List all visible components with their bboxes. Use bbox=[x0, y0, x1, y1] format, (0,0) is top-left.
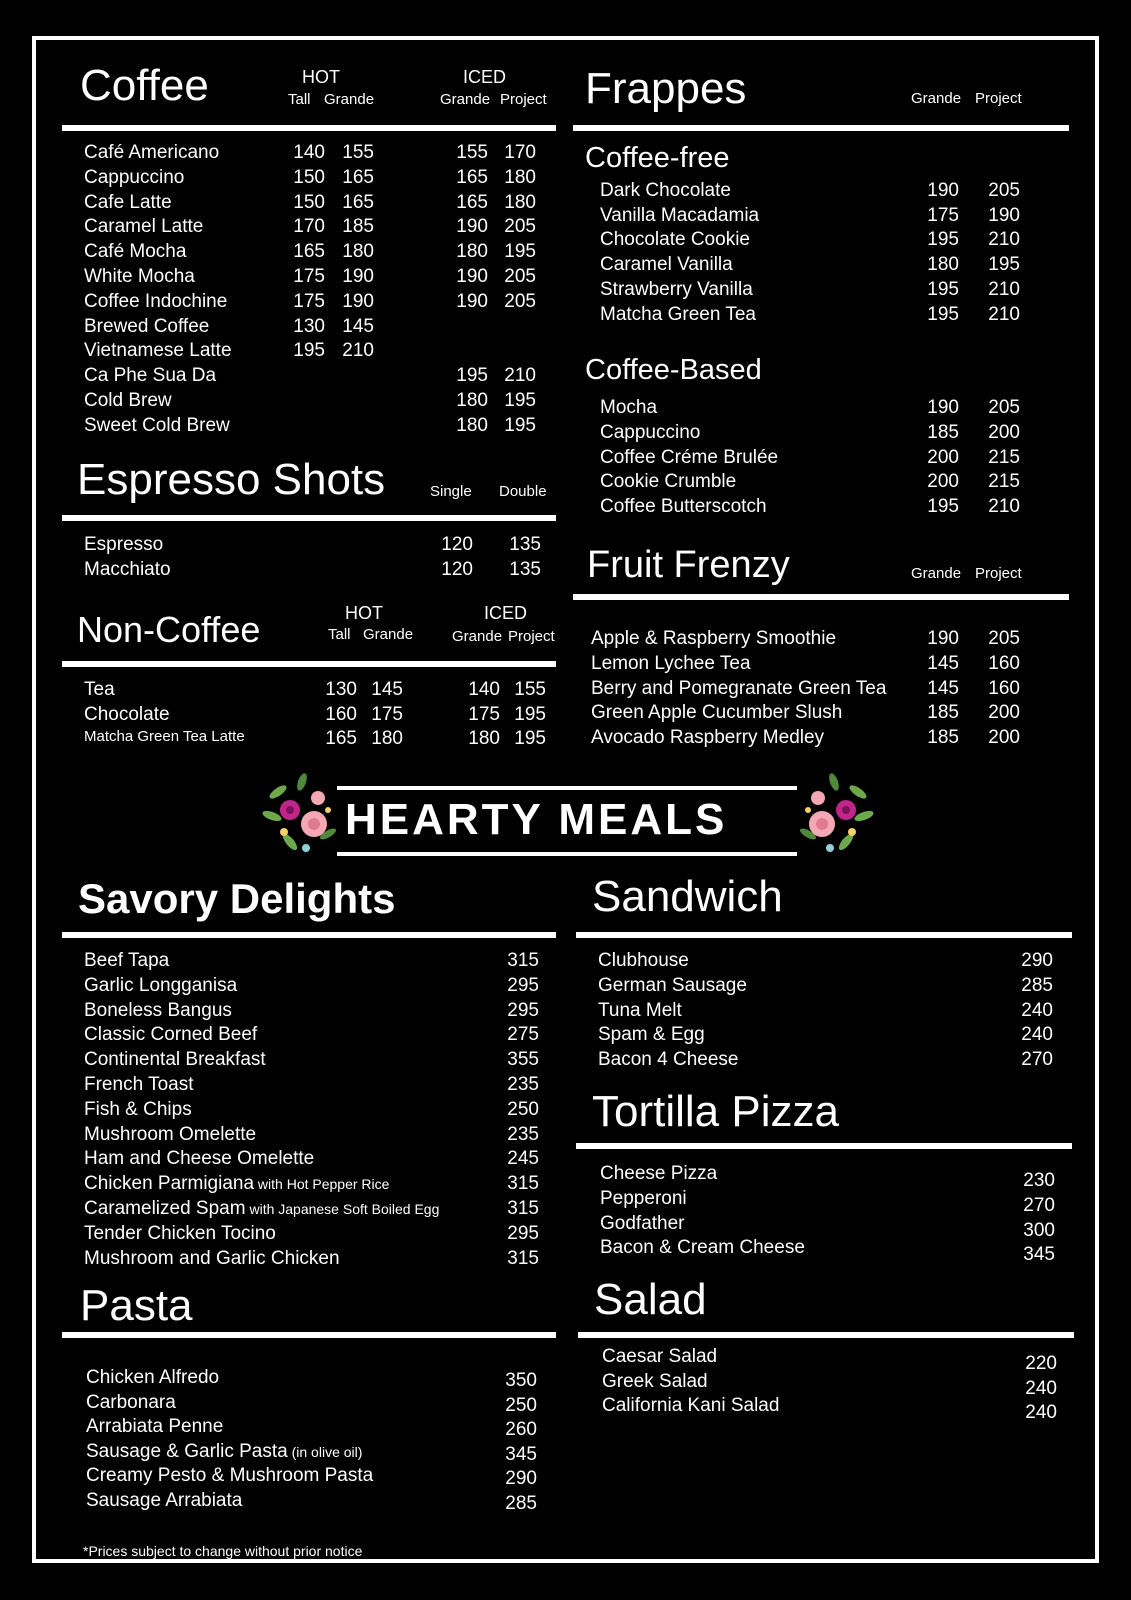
item-name: Cheese Pizza bbox=[600, 1163, 718, 1184]
item-price: 180 bbox=[342, 241, 374, 263]
item-price: 235 bbox=[507, 1074, 539, 1095]
item-price: 170 bbox=[504, 142, 536, 163]
item-name: Sausage & Garlic Pasta (in olive oil) bbox=[86, 1440, 363, 1462]
item-price: 155 bbox=[342, 142, 374, 163]
noncoffee-col-grande-hot: Grande bbox=[363, 626, 414, 643]
item-price: 155 bbox=[456, 142, 488, 163]
item-price: 200 bbox=[988, 421, 1020, 443]
item-price: 190 bbox=[927, 180, 959, 201]
item-price: 295 bbox=[507, 1222, 539, 1244]
item-price: 200 bbox=[988, 702, 1020, 724]
item-name: Continental Breakfast bbox=[84, 1049, 266, 1071]
item-name: Chocolate bbox=[84, 703, 170, 725]
item-price: 155 bbox=[514, 679, 546, 700]
item-price: 130 bbox=[325, 679, 357, 700]
item-price: 145 bbox=[927, 652, 959, 674]
coffee-col-project: Project bbox=[500, 91, 547, 108]
sandwich-title: Sandwich bbox=[592, 872, 783, 921]
item-name: Dark Chocolate bbox=[600, 180, 731, 201]
item-price: 205 bbox=[988, 628, 1020, 649]
item-price: 195 bbox=[927, 278, 959, 300]
item-price: 175 bbox=[371, 703, 403, 725]
item-name: Carbonara bbox=[86, 1391, 176, 1413]
item-name: Greek Salad bbox=[602, 1370, 708, 1392]
banner-rule-bottom bbox=[337, 852, 797, 856]
frappes-col-project: Project bbox=[975, 90, 1022, 107]
item-price: 285 bbox=[505, 1492, 537, 1514]
item-price: 190 bbox=[927, 628, 959, 649]
item-name: Chicken Parmigiana with Hot Pepper Rice bbox=[84, 1173, 390, 1195]
item-price: 210 bbox=[988, 278, 1020, 300]
item-price: 195 bbox=[504, 241, 536, 263]
item-price: 135 bbox=[509, 534, 541, 555]
item-name: White Mocha bbox=[84, 266, 195, 287]
item-price: 195 bbox=[927, 496, 959, 518]
item-price: 165 bbox=[342, 166, 374, 188]
item-name: Sausage Arrabiata bbox=[86, 1489, 243, 1511]
fruit-title: Fruit Frenzy bbox=[587, 544, 790, 586]
item-price: 145 bbox=[927, 677, 959, 699]
item-price: 195 bbox=[988, 254, 1020, 276]
item-price: 180 bbox=[456, 390, 488, 411]
item-note: (in olive oil) bbox=[287, 1443, 363, 1460]
item-price: 140 bbox=[293, 142, 325, 163]
pasta-rule bbox=[62, 1332, 556, 1338]
item-price: 160 bbox=[988, 652, 1020, 674]
item-price: 165 bbox=[325, 728, 357, 749]
noncoffee-title: Non-Coffee bbox=[77, 609, 261, 650]
item-name: Tea bbox=[84, 679, 115, 700]
item-price: 195 bbox=[293, 340, 325, 362]
frappes-rule bbox=[573, 125, 1069, 131]
item-name: Green Apple Cucumber Slush bbox=[591, 702, 843, 724]
item-price: 300 bbox=[1023, 1219, 1055, 1241]
pizza-title: Tortilla Pizza bbox=[592, 1087, 839, 1136]
item-price: 185 bbox=[342, 216, 374, 238]
item-name: Boneless Bangus bbox=[84, 999, 232, 1021]
item-name: German Sausage bbox=[598, 974, 747, 996]
item-note: with Japanese Soft Boiled Egg bbox=[245, 1201, 440, 1217]
item-price: 180 bbox=[927, 254, 959, 276]
item-price: 290 bbox=[505, 1468, 537, 1489]
savory-rule bbox=[62, 932, 556, 938]
item-price: 285 bbox=[1021, 974, 1053, 996]
item-price: 145 bbox=[371, 679, 403, 700]
item-price: 210 bbox=[988, 229, 1020, 251]
item-price: 295 bbox=[507, 974, 539, 996]
item-price: 205 bbox=[504, 216, 536, 238]
item-price: 175 bbox=[927, 204, 959, 226]
item-price: 270 bbox=[1021, 1049, 1053, 1071]
item-name: Tender Chicken Tocino bbox=[84, 1222, 276, 1244]
salad-rule bbox=[578, 1332, 1074, 1338]
item-name: Pepperoni bbox=[600, 1187, 687, 1209]
noncoffee-col-project: Project bbox=[508, 628, 555, 645]
coffee-hot-label: HOT bbox=[302, 67, 340, 87]
sandwich-rule bbox=[576, 932, 1072, 938]
item-price: 245 bbox=[507, 1148, 539, 1170]
item-price: 185 bbox=[927, 702, 959, 724]
item-price: 195 bbox=[456, 365, 488, 387]
item-name: Ca Phe Sua Da bbox=[84, 365, 217, 387]
item-price: 235 bbox=[507, 1123, 539, 1145]
item-price: 240 bbox=[1021, 999, 1053, 1021]
item-price: 200 bbox=[927, 446, 959, 468]
coffee-iced-label: ICED bbox=[463, 67, 507, 87]
item-price: 220 bbox=[1025, 1353, 1057, 1374]
item-name: Sweet Cold Brew bbox=[84, 414, 230, 436]
item-name: Godfather bbox=[600, 1212, 685, 1234]
item-name: Matcha Green Tea Latte bbox=[84, 728, 245, 745]
item-name: Ham and Cheese Omelette bbox=[84, 1148, 315, 1170]
item-name: Caesar Salad bbox=[602, 1346, 718, 1367]
item-price: 120 bbox=[441, 558, 473, 580]
item-price: 150 bbox=[293, 166, 325, 188]
coffee-rule bbox=[62, 125, 556, 131]
noncoffee-hot-label: HOT bbox=[345, 603, 383, 623]
item-name: Coffee Indochine bbox=[84, 290, 228, 312]
item-price: 180 bbox=[371, 728, 403, 749]
item-name: Bacon & Cream Cheese bbox=[600, 1237, 805, 1259]
item-name: Beef Tapa bbox=[84, 950, 170, 971]
item-price: 160 bbox=[325, 703, 357, 725]
item-name: Cookie Crumble bbox=[600, 471, 737, 493]
item-price: 165 bbox=[456, 191, 488, 213]
salad-title: Salad bbox=[594, 1275, 707, 1324]
item-price: 180 bbox=[504, 191, 536, 213]
espresso-rule bbox=[62, 515, 556, 521]
item-price: 200 bbox=[927, 471, 959, 493]
item-price: 190 bbox=[456, 216, 488, 238]
item-name: Caramel Vanilla bbox=[600, 254, 733, 276]
espresso-title: Espresso Shots bbox=[77, 455, 386, 504]
item-name: Tuna Melt bbox=[598, 999, 682, 1021]
item-price: 205 bbox=[504, 290, 536, 312]
item-price: 185 bbox=[927, 727, 959, 749]
item-name: Matcha Green Tea bbox=[600, 303, 756, 325]
item-price: 120 bbox=[441, 534, 473, 555]
item-price: 165 bbox=[456, 166, 488, 188]
item-price: 270 bbox=[1023, 1194, 1055, 1216]
coffee-col-grande-iced: Grande bbox=[440, 91, 491, 108]
item-price: 250 bbox=[507, 1098, 539, 1120]
item-price: 215 bbox=[988, 446, 1020, 468]
item-name: Cappuccino bbox=[600, 421, 701, 443]
item-price: 190 bbox=[988, 204, 1020, 226]
item-price: 210 bbox=[504, 365, 536, 387]
item-name: Classic Corned Beef bbox=[84, 1024, 258, 1046]
item-name: Coffee Butterscotch bbox=[600, 496, 767, 518]
frappes-col-grande: Grande bbox=[911, 90, 962, 107]
item-name: Brewed Coffee bbox=[84, 315, 210, 337]
item-price: 240 bbox=[1021, 1024, 1053, 1046]
item-price: 240 bbox=[1025, 1402, 1057, 1423]
item-note: with Hot Pepper Rice bbox=[254, 1176, 390, 1193]
item-name: Strawberry Vanilla bbox=[600, 278, 753, 300]
item-price: 160 bbox=[988, 677, 1020, 699]
item-name: Apple & Raspberry Smoothie bbox=[591, 628, 837, 649]
item-name: Caramel Latte bbox=[84, 216, 204, 238]
coffee-title: Coffee bbox=[80, 61, 209, 110]
item-price: 195 bbox=[514, 703, 546, 725]
item-price: 190 bbox=[456, 266, 488, 287]
item-price: 315 bbox=[507, 950, 539, 971]
item-price: 190 bbox=[456, 290, 488, 312]
item-price: 215 bbox=[988, 471, 1020, 493]
item-price: 205 bbox=[988, 180, 1020, 201]
item-price: 350 bbox=[505, 1370, 537, 1391]
item-price: 195 bbox=[514, 728, 546, 749]
item-price: 190 bbox=[342, 290, 374, 312]
item-name: Cold Brew bbox=[84, 390, 172, 411]
item-price: 165 bbox=[293, 241, 325, 263]
item-price: 345 bbox=[505, 1443, 537, 1465]
espresso-col-double: Double bbox=[499, 483, 547, 500]
item-price: 230 bbox=[1023, 1170, 1055, 1191]
item-price: 250 bbox=[505, 1394, 537, 1416]
item-price: 175 bbox=[468, 703, 500, 725]
pizza-rule bbox=[576, 1143, 1072, 1149]
item-name: Coffee Créme Brulée bbox=[600, 446, 779, 468]
item-name: Avocado Raspberry Medley bbox=[591, 727, 825, 749]
item-name: Mushroom Omelette bbox=[84, 1123, 257, 1145]
item-name: Caramelized Spam with Japanese Soft Boiled Egg bbox=[84, 1198, 440, 1219]
item-price: 275 bbox=[507, 1024, 539, 1046]
item-price: 175 bbox=[293, 266, 325, 287]
item-price: 195 bbox=[504, 390, 536, 411]
item-name: Café Mocha bbox=[84, 241, 187, 263]
item-name: Cappuccino bbox=[84, 166, 185, 188]
item-price: 180 bbox=[456, 414, 488, 436]
item-price: 260 bbox=[505, 1419, 537, 1440]
item-name: Macchiato bbox=[84, 558, 171, 580]
item-price: 295 bbox=[507, 999, 539, 1021]
item-price: 355 bbox=[507, 1049, 539, 1071]
item-name: Chicken Alfredo bbox=[86, 1367, 220, 1388]
item-price: 165 bbox=[342, 191, 374, 213]
item-price: 290 bbox=[1021, 950, 1053, 971]
banner-title: HEARTY MEALS bbox=[345, 795, 728, 844]
flower-left-icon bbox=[262, 772, 342, 860]
noncoffee-rule bbox=[62, 661, 556, 667]
espresso-col-single: Single bbox=[430, 483, 472, 500]
item-price: 150 bbox=[293, 191, 325, 213]
item-price: 145 bbox=[342, 315, 374, 337]
item-name: Chocolate Cookie bbox=[600, 229, 750, 251]
item-price: 210 bbox=[988, 496, 1020, 518]
item-price: 315 bbox=[507, 1247, 539, 1269]
savory-title: Savory Delights bbox=[78, 875, 396, 922]
frappes-title: Frappes bbox=[585, 64, 747, 113]
item-name: Garlic Longganisa bbox=[84, 974, 238, 996]
item-name: Clubhouse bbox=[598, 950, 689, 971]
item-name: Fish & Chips bbox=[84, 1098, 192, 1120]
item-price: 200 bbox=[988, 727, 1020, 749]
item-price: 315 bbox=[507, 1198, 539, 1219]
pasta-title: Pasta bbox=[80, 1281, 193, 1330]
item-price: 210 bbox=[342, 340, 374, 362]
item-name: Vietnamese Latte bbox=[84, 340, 232, 362]
item-price: 185 bbox=[927, 421, 959, 443]
item-price: 180 bbox=[504, 166, 536, 188]
item-price: 180 bbox=[456, 241, 488, 263]
fruit-rule bbox=[573, 594, 1069, 600]
flower-right-icon bbox=[794, 772, 874, 860]
item-name: Mushroom and Garlic Chicken bbox=[84, 1247, 340, 1269]
noncoffee-col-tall: Tall bbox=[328, 626, 351, 643]
item-name: Arrabiata Penne bbox=[86, 1416, 224, 1437]
coffee-based-title: Coffee-Based bbox=[585, 354, 762, 386]
coffee-col-tall: Tall bbox=[288, 91, 311, 108]
item-price: 315 bbox=[507, 1173, 539, 1195]
item-name: Café Americano bbox=[84, 142, 220, 163]
footnote: *Prices subject to change without prior notice bbox=[83, 1543, 363, 1559]
item-price: 210 bbox=[988, 303, 1020, 325]
item-price: 205 bbox=[504, 266, 536, 287]
item-price: 135 bbox=[509, 558, 541, 580]
item-price: 190 bbox=[927, 397, 959, 418]
item-name: Lemon Lychee Tea bbox=[591, 652, 751, 674]
item-price: 195 bbox=[927, 303, 959, 325]
item-name: French Toast bbox=[84, 1074, 194, 1095]
item-price: 175 bbox=[293, 290, 325, 312]
item-name: Vanilla Macadamia bbox=[600, 204, 760, 226]
noncoffee-col-grande-iced: Grande bbox=[452, 628, 503, 645]
noncoffee-iced-label: ICED bbox=[484, 603, 528, 623]
item-price: 130 bbox=[293, 315, 325, 337]
item-price: 190 bbox=[342, 266, 374, 287]
item-price: 195 bbox=[504, 414, 536, 436]
item-price: 170 bbox=[293, 216, 325, 238]
item-name: California Kani Salad bbox=[602, 1395, 780, 1416]
banner-rule-top bbox=[337, 786, 797, 790]
item-price: 195 bbox=[927, 229, 959, 251]
item-name: Espresso bbox=[84, 534, 164, 555]
fruit-col-grande: Grande bbox=[911, 565, 962, 582]
item-price: 180 bbox=[468, 728, 500, 749]
item-name: Cafe Latte bbox=[84, 191, 172, 213]
item-price: 140 bbox=[468, 679, 500, 700]
item-name: Spam & Egg bbox=[598, 1024, 705, 1046]
fruit-col-project: Project bbox=[975, 565, 1022, 582]
item-name: Berry and Pomegranate Green Tea bbox=[591, 677, 887, 699]
item-name: Bacon 4 Cheese bbox=[598, 1049, 739, 1071]
item-name: Mocha bbox=[600, 397, 658, 418]
coffee-free-title: Coffee-free bbox=[585, 142, 730, 174]
item-price: 240 bbox=[1025, 1377, 1057, 1399]
item-name: Creamy Pesto & Mushroom Pasta bbox=[86, 1465, 374, 1486]
item-price: 205 bbox=[988, 397, 1020, 418]
coffee-col-grande-hot: Grande bbox=[324, 91, 375, 108]
item-price: 345 bbox=[1023, 1244, 1055, 1266]
